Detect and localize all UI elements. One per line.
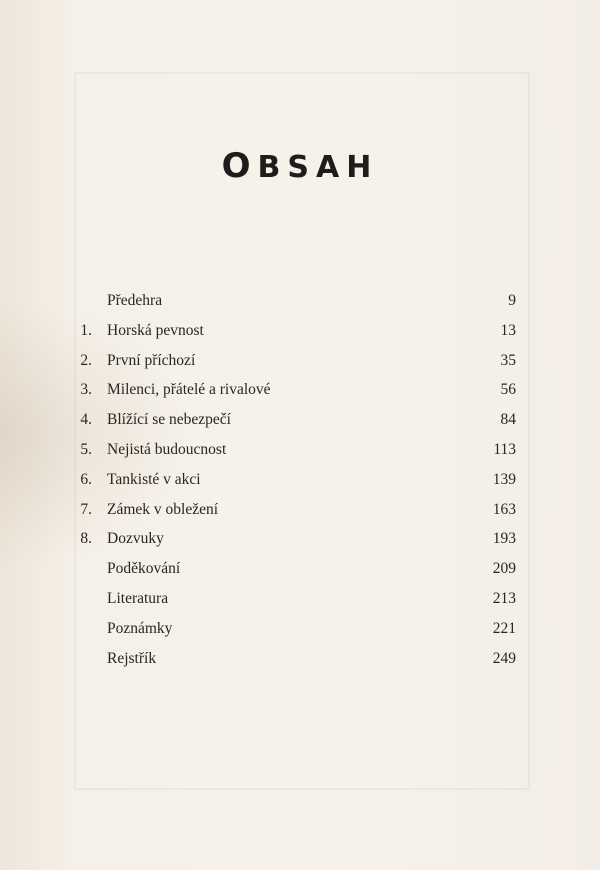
toc-entry [0,524,600,554]
toc-title: Milenci, přátelé a rivalové [107,381,271,399]
toc-entry [0,584,600,614]
table-of-contents [0,286,600,673]
toc-title: Horská pevnost [107,321,204,339]
toc-entry [0,435,600,465]
toc-page: 193 [492,530,516,548]
toc-title: Literatura [107,589,169,607]
toc-page: 113 [493,440,516,458]
toc-entry [0,286,600,316]
toc-page: 84 [500,411,516,429]
toc-page: 163 [492,500,516,518]
toc-title: Dozvuky [107,530,164,548]
toc-entry [0,405,600,435]
toc-title: Blížící se nebezpečí [107,411,231,429]
page-title [0,146,600,188]
toc-title: První příchozí [107,351,196,369]
toc-number: 8. [80,530,92,548]
toc-entry [0,614,600,644]
toc-entry [0,644,600,674]
toc-title: Tankisté v akci [107,470,201,488]
toc-entry [0,316,600,346]
toc-title: Zámek v obležení [107,500,219,518]
toc-entry [0,554,600,584]
toc-entry [0,495,600,525]
toc-page: 213 [492,589,516,607]
toc-entry [0,465,600,495]
toc-page: 13 [500,321,516,339]
toc-number: 7. [80,500,92,518]
toc-page: 56 [500,381,516,399]
toc-number: 1. [80,321,92,339]
toc-page: 249 [492,649,516,667]
toc-number: 2. [80,351,92,369]
toc-page: 9 [508,292,516,309]
toc-entry [0,346,600,376]
toc-title: Rejstřík [107,649,157,667]
toc-page: 221 [492,619,516,637]
toc-title: Poděkování [107,560,181,578]
toc-title: Poznámky [107,619,173,637]
toc-page: 35 [500,351,516,369]
title-first-letter: O [221,146,258,186]
toc-number: 5. [80,440,92,458]
toc-number: 6. [80,470,92,488]
toc-entry [0,375,600,405]
toc-page: 209 [492,560,516,578]
toc-title: Nejistá budoucnost [107,440,227,458]
toc-page: 139 [492,470,516,488]
toc-number: 3. [80,381,92,399]
toc-number: 4. [80,411,92,429]
title-rest: BSAH [257,150,379,185]
toc-title: Předehra [107,292,163,309]
